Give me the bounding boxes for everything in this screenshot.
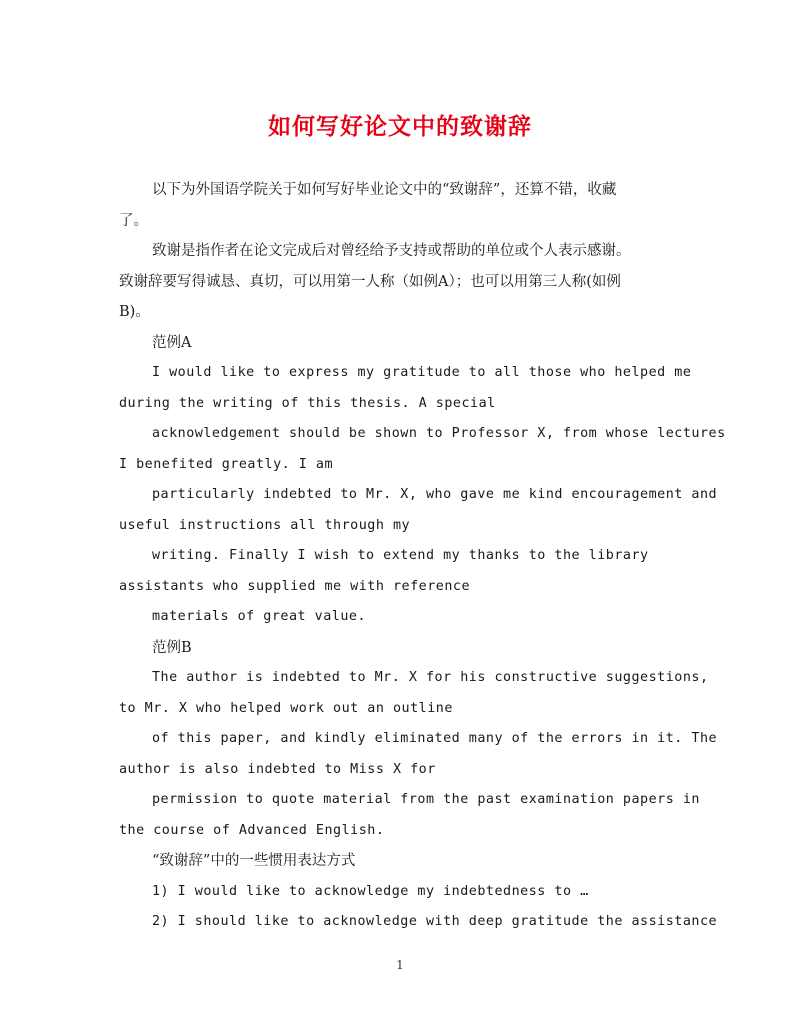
paragraph-line: 致谢辞要写得诚恳、真切，可以用第一人称（如例A）；也可以用第三人称(如例 bbox=[119, 273, 621, 290]
paragraph-line-start: acknowledgement should be shown to Professor X, from whose lectures bbox=[152, 426, 726, 441]
paragraph-line-start: permission to quote material from the past examination papers in bbox=[152, 792, 700, 807]
paragraph-line-start: writing. Finally I wish to extend my thanks to the library bbox=[152, 548, 649, 563]
paragraph-line-start: 1) I would like to acknowledge my indebtedness to … bbox=[152, 883, 589, 899]
paragraph-line: during the writing of this thesis. A special bbox=[119, 395, 496, 411]
paragraph-line: B)。 bbox=[119, 304, 150, 320]
paragraph-line: I benefited greatly. I am bbox=[119, 456, 334, 472]
paragraph-line-start: 范例B bbox=[152, 639, 192, 656]
paragraph-line: assistants who supplied me with reference bbox=[119, 578, 471, 594]
paragraph-line-start: 范例A bbox=[152, 334, 192, 351]
paragraph-line: author is also indebted to Miss X for bbox=[119, 761, 436, 777]
document-body bbox=[119, 175, 726, 938]
paragraph-line-start: The author is indebted to Mr. X for his constructive suggestions, bbox=[152, 670, 709, 685]
page-number: 1 bbox=[396, 958, 404, 972]
paragraph-line-start: I would like to express my gratitude to all those who helped me bbox=[152, 365, 692, 380]
paragraph-line-start: 以下为外国语学院关于如何写好毕业论文中的“致谢辞”，还算不错，收藏 bbox=[152, 182, 617, 198]
paragraph-line: useful instructions all through my bbox=[119, 517, 411, 533]
paragraph-line: 了。 bbox=[119, 212, 148, 229]
paragraph-line: to Mr. X who helped work out an outline bbox=[119, 700, 453, 716]
paragraph-line-start: 2) I should like to acknowledge with deep gratitude the assistance bbox=[152, 914, 718, 929]
paragraph-line-start: 致谢是指作者在论文完成后对曾经给予支持或帮助的单位或个人表示感谢。 bbox=[152, 243, 631, 259]
paragraph-line: the course of Advanced English. bbox=[119, 822, 385, 838]
paragraph-line-start: of this paper, and kindly eliminated many of the errors in it. The bbox=[152, 731, 718, 746]
paragraph-line-start: particularly indebted to Mr. X, who gave me kind encouragement and bbox=[152, 487, 718, 502]
paragraph-line-start: materials of great value. bbox=[152, 609, 367, 624]
paragraph-line-start: “致谢辞”中的一些惯用表达方式 bbox=[152, 853, 356, 869]
document-title: 如何写好论文中的致谢辞 bbox=[268, 113, 532, 140]
